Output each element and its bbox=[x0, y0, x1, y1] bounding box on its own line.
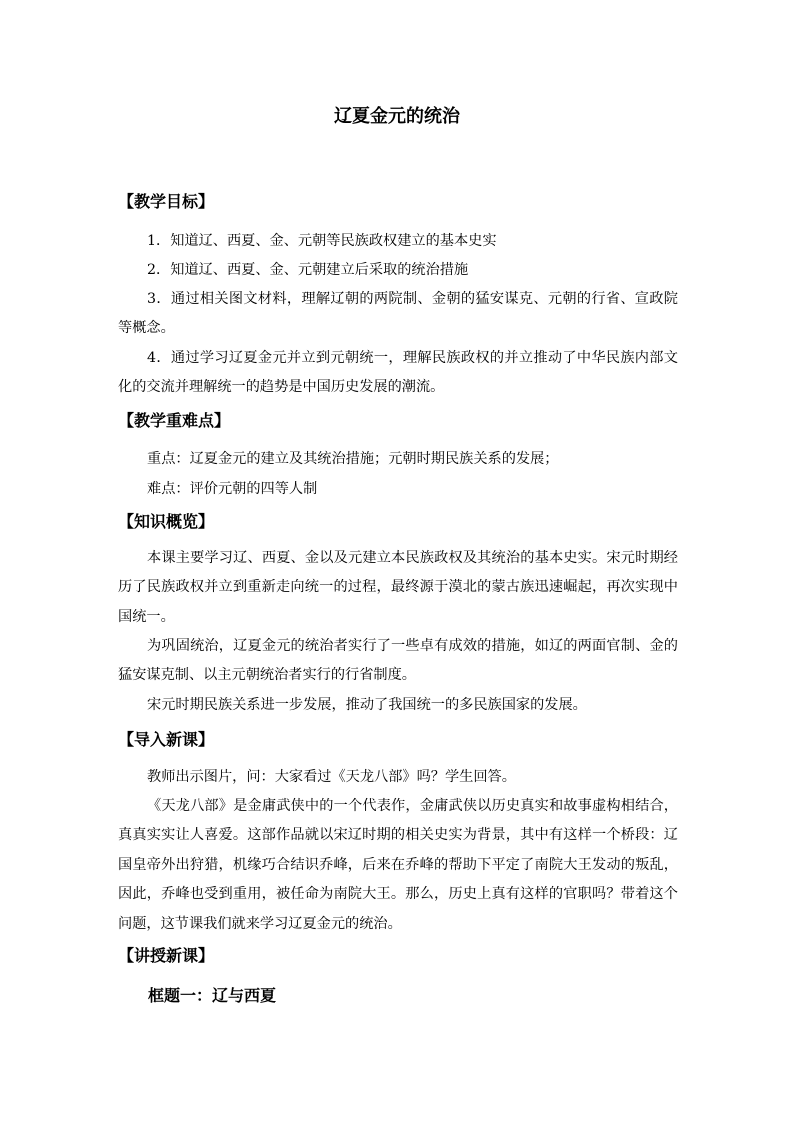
heading-new-lesson: 【讲授新课】 bbox=[118, 946, 215, 965]
heading-overview: 【知识概览】 bbox=[118, 512, 215, 531]
objective-item-1: 1．知道辽、西夏、金、元朝等民族政权建立的基本史实 bbox=[147, 233, 497, 249]
objective-item-4: 4．通过学习辽夏金元并立到元朝统一，理解民族政权的并立推动了中华民族内部文化的交流并理解统一的趋势是中国历史发展的潮流。 bbox=[118, 350, 678, 396]
overview-paragraph-3: 宋元时期民族关系进一步发展，推动了我国统一的多民族国家的发展。 bbox=[147, 697, 587, 713]
subheading-topic-1: 框题一：辽与西夏 bbox=[148, 986, 277, 1005]
objective-item-3: 3．通过相关图文材料，理解辽朝的两院制、金朝的猛安谋克、元朝的行省、宣政院等概念。 bbox=[118, 291, 678, 337]
overview-paragraph-1: 本课主要学习辽、西夏、金以及元建立本民族政权及其统治的基本史实。宋元时期经历了民族政权并立到重新走向统一的过程，最终源于漠北的蒙古族迅速崛起，再次实现中国统一。 bbox=[118, 550, 678, 625]
key-point-difficulty: 难点：评价元朝的四等人制 bbox=[147, 481, 318, 497]
heading-key-points: 【教学重难点】 bbox=[118, 411, 231, 430]
objective-item-2: 2．知道辽、西夏、金、元朝建立后采取的统治措施 bbox=[147, 262, 469, 278]
intro-paragraph-2: 《天龙八部》是金庸武侠中的一个代表作，金庸武侠以历史真实和故事虚构相结合，真真实实让人喜爱。这部作品就以宋辽时期的相关史实为背景，其中有这样一个桥段：辽国皇帝外出狩猎，机缘巧合结识乔峰，后来在乔峰的帮助下平定了南院大王发动的叛乱，因此，乔峰也受到重用，被任命为南院大王。那么，历史上真有这样的官职吗？带着这个问题，这节课我们就来学习辽夏金元的统治。 bbox=[118, 798, 678, 932]
key-point-focus: 重点：辽夏金元的建立及其统治措施；元朝时期民族关系的发展； bbox=[147, 451, 559, 467]
intro-paragraph-1: 教师出示图片，问：大家看过《天龙八部》吗？学生回答。 bbox=[147, 769, 516, 785]
heading-intro: 【导入新课】 bbox=[118, 730, 215, 749]
heading-objectives: 【教学目标】 bbox=[118, 192, 215, 211]
document-title: 辽夏金元的统治 bbox=[334, 106, 460, 127]
overview-paragraph-2: 为巩固统治，辽夏金元的统治者实行了一些卓有成效的措施，如辽的两面官制、金的猛安谋克制、以主元朝统治者实行的行省制度。 bbox=[118, 638, 678, 684]
